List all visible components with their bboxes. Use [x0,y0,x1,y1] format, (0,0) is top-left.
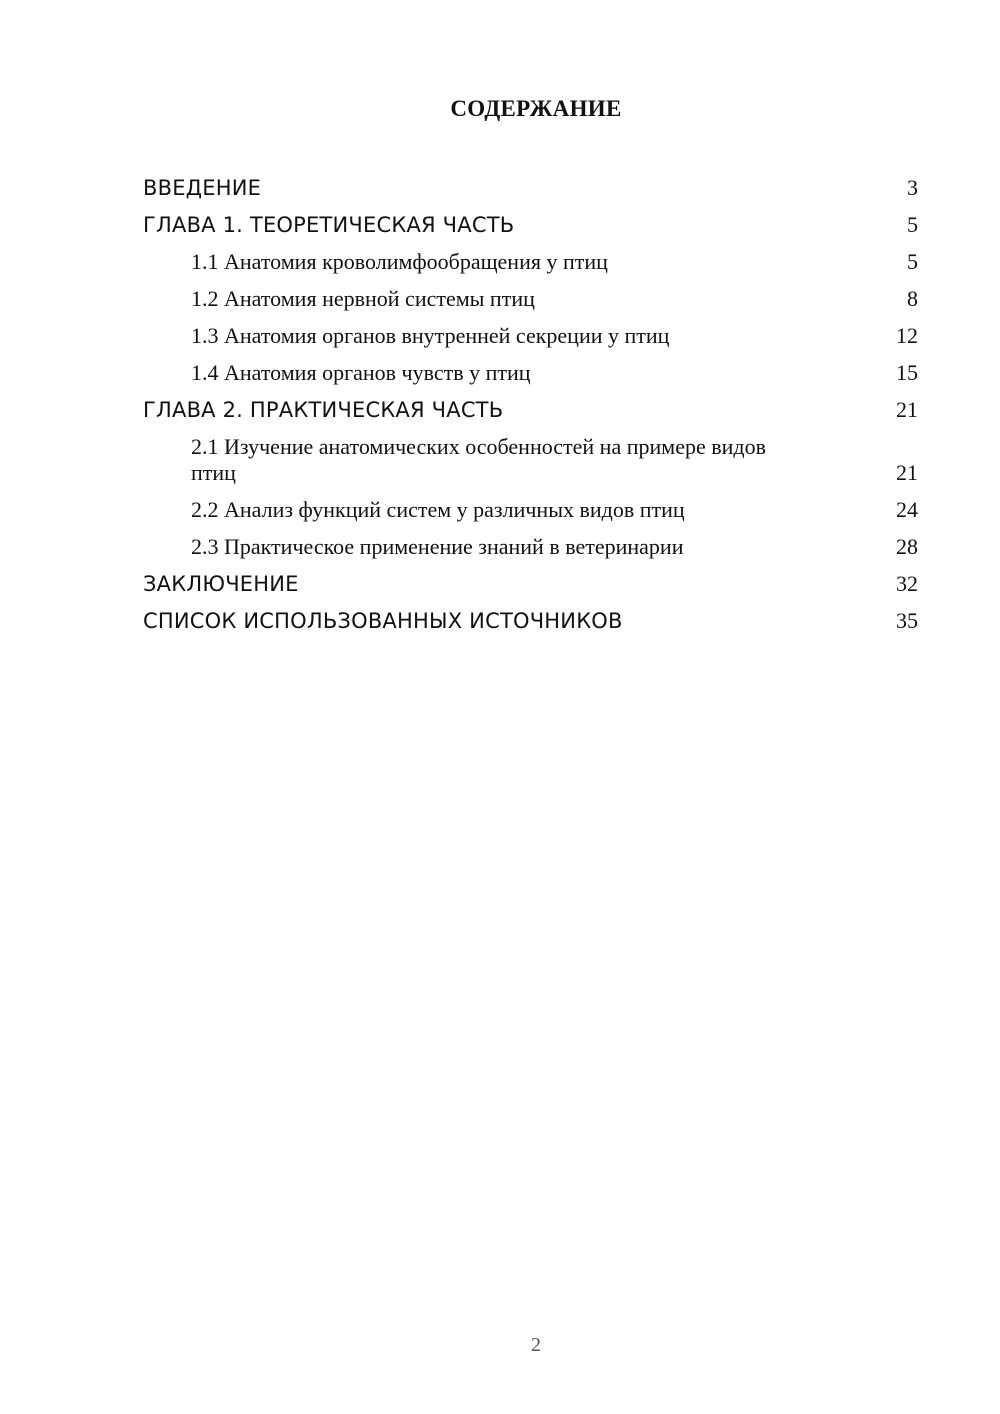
toc-entry-page: 21 [896,460,918,485]
toc-entry-label: ГЛАВА 1. ТЕОРЕТИЧЕСКАЯ ЧАСТЬ [143,213,515,237]
toc-entry-label: 1.1 Анатомия кроволимфообращения у птиц [191,249,608,274]
toc-title: СОДЕРЖАНИЕ [450,96,622,121]
toc-entry-references [143,603,918,640]
toc-entry-label: 1.2 Анатомия нервной системы птиц [191,286,535,311]
toc-entry-page: 15 [896,360,918,385]
toc-entry-page: 21 [896,397,918,422]
toc-entry-page: 5 [907,212,918,237]
toc-entry-section-2-2 [143,492,918,529]
toc-entry-page: 35 [896,608,918,633]
toc-entry-section-2-3 [143,529,918,566]
toc-entry-label: 1.4 Анатомия органов чувств у птиц [191,360,531,385]
toc-entry-label: 1.3 Анатомия органов внутренней секреции у птиц [191,323,670,348]
toc-entry-conclusion [143,566,918,603]
toc-entry-introduction [143,170,918,207]
table-of-contents [143,170,918,640]
page-number: 2 [531,1334,541,1356]
toc-entry-page: 32 [896,571,918,596]
toc-entry-section-1-3 [143,318,918,355]
toc-entry-page: 24 [896,497,918,522]
toc-entry-label: 2.1 Изучение анатомических особенностей на примере видов птиц [191,434,766,485]
toc-entry-label: ГЛАВА 2. ПРАКТИЧЕСКАЯ ЧАСТЬ [143,398,504,422]
toc-entry-page: 8 [907,286,918,311]
toc-entry-page: 5 [907,249,918,274]
toc-entry-section-1-1 [143,244,918,281]
toc-entry-chapter-1 [143,207,918,244]
toc-entry-label: 2.3 Практическое применение знаний в ветеринарии [191,534,684,559]
toc-entry-label: СПИСОК ИСПОЛЬЗОВАННЫХ ИСТОЧНИКОВ [143,609,623,633]
toc-entry-label: ВВЕДЕНИЕ [143,176,262,200]
toc-entry-page: 28 [896,534,918,559]
toc-entry-chapter-2 [143,392,918,429]
toc-entry-section-2-1 [143,429,918,492]
toc-entry-label: ЗАКЛЮЧЕНИЕ [143,572,299,596]
toc-entry-section-1-4 [143,355,918,392]
toc-entry-section-1-2 [143,281,918,318]
toc-entry-page: 3 [907,175,918,200]
toc-entry-label: 2.2 Анализ функций систем у различных видов птиц [191,497,685,522]
toc-entry-page: 12 [896,323,918,348]
